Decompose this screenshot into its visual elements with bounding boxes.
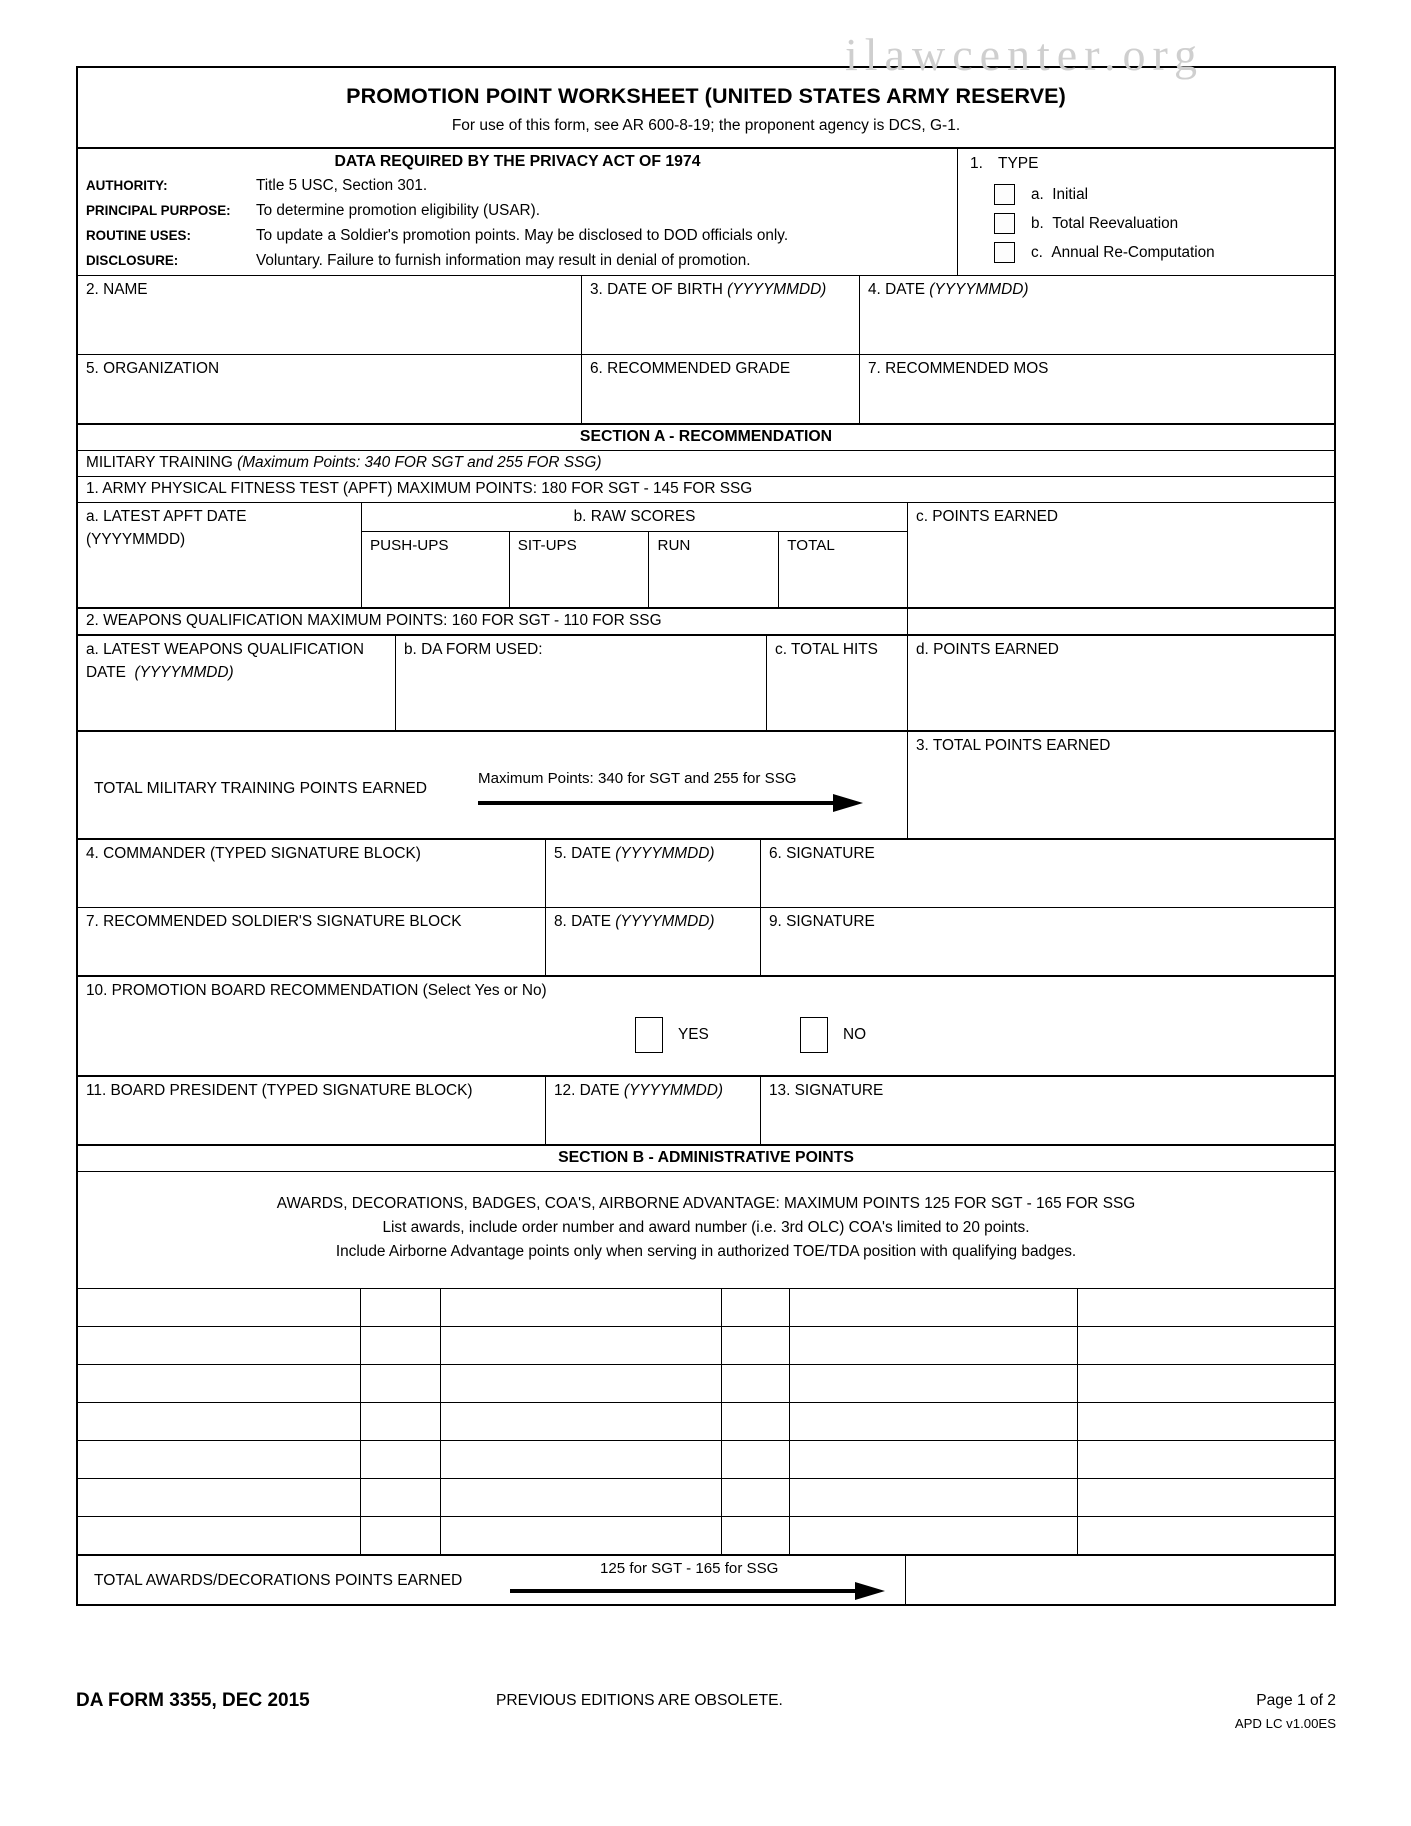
footer-apd-version: APD LC v1.00ES [1234,1716,1336,1731]
awards-cell[interactable] [1078,1327,1333,1364]
awards-instructions [78,1172,1334,1289]
type-option-annual-recomputation[interactable] [970,238,1334,267]
awards-cell[interactable] [790,1289,1078,1326]
field-commander-date-hint: (YYYYMMDD) [615,845,715,862]
military-training-band [78,451,1334,477]
type-option-annual-recomputation-label: Annual Re-Computation [1051,243,1215,261]
apft-table [78,503,1334,609]
field-date[interactable] [860,276,1334,354]
awards-cell[interactable] [722,1365,790,1402]
field-latest-weapons-qual-date-value [78,682,395,687]
field-soldier-date[interactable] [546,908,761,975]
weapons-heading [78,609,908,634]
awards-cell[interactable] [78,1365,361,1402]
page-footer [76,1690,1336,1750]
field-weapons-points-earned[interactable] [908,636,1332,730]
awards-total-label-cell [78,1556,502,1604]
field-apft-points-earned-value [908,526,1332,531]
type-heading [970,155,1334,180]
privacy-label-principal-purpose: PRINCIPAL PURPOSE: [86,203,231,218]
field-latest-apft-date[interactable] [78,503,362,607]
privacy-label-disclosure: DISCLOSURE: [86,253,179,268]
board-president-row [78,1077,1334,1146]
field-soldier-block-label: 7. RECOMMENDED SOLDIER'S SIGNATURE BLOCK [86,913,462,930]
field-latest-weapons-qual-date-label-2: DATE (YYYYMMDD) [86,664,234,681]
field-weapons-points-earned-value [908,659,1332,664]
field-recommended-mos[interactable] [860,355,1334,423]
field-date-of-birth-value [582,299,859,304]
field-commander-block[interactable] [78,840,546,907]
awards-cell[interactable] [441,1441,722,1478]
field-name-label: 2. NAME [86,281,148,298]
field-soldier-signature[interactable] [761,908,1332,975]
awards-cell[interactable] [441,1365,722,1402]
privacy-value-authority: Title 5 USC, Section 301. [256,177,428,194]
awards-cell[interactable] [790,1327,1078,1364]
privacy-value-routine-uses: To update a Soldier's promotion points. May be disclosed to DOD officials only. [256,227,789,244]
privacy-value-principal-purpose: To determine promotion eligibility (USAR). [256,202,540,219]
weapons-heading-text: 2. WEAPONS QUALIFICATION MAXIMUM POINTS: 160 FOR SGT - 110 FOR SSG [86,612,662,629]
awards-cell[interactable] [441,1289,722,1326]
privacy-row-principal-purpose [78,199,957,224]
field-latest-apft-date-label: a. LATEST APFT DATE [86,508,247,525]
footer-page-number: Page 1 of 2 [1256,1692,1336,1709]
apft-column-sit-ups-value [510,554,649,607]
field-total-hits[interactable] [767,636,908,730]
awards-cell[interactable] [78,1517,361,1554]
apft-raw-scores-group [362,503,908,607]
awards-cell[interactable] [722,1479,790,1516]
field-date-of-birth-label: 3. DATE OF BIRTH (YYYYMMDD) [590,281,827,298]
field-recommended-mos-value [860,378,1334,383]
apft-column-run-header: RUN [657,537,691,554]
table-row[interactable] [78,1289,1334,1327]
privacy-act-block [78,149,958,275]
right-arrow-icon [478,794,874,812]
section-b-band: SECTION B - ADMINISTRATIVE POINTS [78,1146,1334,1172]
type-option-initial-label: Initial [1052,185,1088,203]
apft-column-push-ups[interactable] [362,532,510,607]
privacy-row-disclosure [78,249,957,274]
field-commander-block-value [78,863,545,868]
field-soldier-signature-value [761,931,1332,936]
promotion-board-no-option[interactable] [800,1017,866,1053]
type-label: TYPE [998,155,1039,172]
field-latest-weapons-qual-date-label-1: a. LATEST WEAPONS QUALIFICATION [86,641,364,658]
field-board-president-block[interactable] [78,1077,546,1144]
type-option-initial-letter: a. [1031,185,1044,203]
field-soldier-date-hint: (YYYYMMDD) [615,913,715,930]
awards-cell[interactable] [441,1403,722,1440]
awards-cell[interactable] [790,1441,1078,1478]
awards-cell[interactable] [78,1327,361,1364]
awards-cell[interactable] [1078,1289,1333,1326]
form-header [78,68,1334,149]
field-soldier-signature-label: 9. SIGNATURE [769,913,875,930]
field-apft-points-earned[interactable] [908,503,1332,607]
field-da-form-used[interactable] [396,636,767,730]
awards-total-arrow-cell [502,1556,906,1604]
promotion-board-yes-option[interactable] [635,1017,709,1053]
field-recommended-grade-label: 6. RECOMMENDED GRADE [590,360,791,377]
field-total-points-earned[interactable] [908,732,1332,838]
table-row[interactable] [78,1327,1334,1365]
weapons-heading-row [78,609,1334,636]
awards-cell[interactable] [361,1289,441,1326]
field-latest-weapons-qual-date[interactable] [78,636,396,730]
table-row[interactable] [78,1365,1334,1403]
footer-previous-editions: PREVIOUS EDITIONS ARE OBSOLETE. [496,1692,783,1709]
field-board-president-date-value [546,1100,760,1105]
field-soldier-block[interactable] [78,908,546,975]
field-commander-signature-value [761,863,1332,868]
awards-total-max-note: 125 for SGT - 165 for SSG [600,1559,779,1577]
type-block [958,149,1334,275]
apft-column-total-header: TOTAL [787,537,835,554]
checkbox-type-initial[interactable] [994,184,1015,205]
commander-signature-row [78,840,1334,908]
awards-cell[interactable] [441,1327,722,1364]
field-board-president-signature-value [761,1100,1332,1105]
total-military-training-max-note: Maximum Points: 340 for SGT and 255 for SSG [478,770,797,787]
privacy-act-heading: DATA REQUIRED BY THE PRIVACY ACT OF 1974 [334,153,701,170]
field-organization-value [78,378,581,383]
military-training-label: MILITARY TRAINING [86,454,233,471]
type-option-initial[interactable] [970,180,1334,209]
type-option-total-reevaluation-label: Total Reevaluation [1052,214,1179,232]
field-commander-signature-label: 6. SIGNATURE [769,845,875,862]
awards-cell[interactable] [78,1441,361,1478]
form-page [76,66,1336,1606]
awards-cell[interactable] [722,1289,790,1326]
awards-cell[interactable] [1078,1441,1333,1478]
awards-cell[interactable] [790,1403,1078,1440]
awards-cell[interactable] [361,1365,441,1402]
checkbox-board-no[interactable] [800,1017,828,1053]
section-a-band: SECTION A - RECOMMENDATION [78,425,1334,451]
field-weapons-points-earned-label: d. POINTS EARNED [916,641,1059,658]
field-da-form-used-label: b. DA FORM USED: [404,641,543,658]
field-board-president-date[interactable] [546,1077,761,1144]
awards-cell[interactable] [722,1327,790,1364]
field-awards-total-value[interactable] [906,1556,1330,1604]
field-organization-label: 5. ORGANIZATION [86,360,220,377]
promotion-board-yes-label: YES [678,1026,709,1043]
checkbox-board-yes[interactable] [635,1017,663,1053]
field-commander-signature[interactable] [761,840,1332,907]
field-latest-apft-date-hint: (YYYYMMDD) [86,531,186,548]
awards-cell[interactable] [361,1479,441,1516]
privacy-row-routine-uses [78,224,957,249]
field-total-hits-value [767,659,907,664]
field-commander-date[interactable] [546,840,761,907]
field-board-president-block-label: 11. BOARD PRESIDENT (TYPED SIGNATURE BLOCK) [86,1082,473,1099]
awards-instructions-line-3: Include Airborne Advantage points only when serving in authorized TOE/TDA position with qualifying badges. [335,1242,1077,1260]
field-soldier-block-value [78,931,545,936]
field-apft-points-earned-label: c. POINTS EARNED [916,508,1058,525]
awards-cell[interactable] [78,1403,361,1440]
right-arrow-icon [502,1582,902,1600]
field-date-of-birth[interactable] [582,276,860,354]
field-total-points-earned-value [908,755,1332,760]
field-board-president-date-label: 12. DATE (YYYYMMDD) [554,1082,724,1099]
field-date-hint: (YYYYMMDD) [929,281,1029,298]
apft-heading: 1. ARMY PHYSICAL FITNESS TEST (APFT) MAXIMUM POINTS: 180 FOR SGT - 145 FOR SSG [78,477,1334,503]
apft-raw-scores-label: b. RAW SCORES [362,503,907,532]
awards-cell[interactable] [361,1517,441,1554]
awards-cell[interactable] [1078,1479,1333,1516]
apft-column-push-ups-value [362,554,509,607]
field-latest-weapons-qual-date-hint: (YYYYMMDD) [134,664,234,681]
checkbox-type-annual-recomputation[interactable] [994,242,1015,263]
field-board-president-date-hint: (YYYYMMDD) [623,1082,724,1099]
awards-cell[interactable] [361,1441,441,1478]
weapons-table [78,636,1334,732]
awards-cell[interactable] [790,1517,1078,1554]
awards-cell[interactable] [1078,1365,1333,1402]
awards-cell[interactable] [78,1479,361,1516]
awards-cell[interactable] [361,1403,441,1440]
field-recommended-mos-label: 7. RECOMMENDED MOS [868,360,1049,377]
field-date-of-birth-hint: (YYYYMMDD) [727,281,827,298]
table-row[interactable] [78,1403,1334,1441]
privacy-and-type-row [78,149,1334,276]
field-date-value [860,299,1334,304]
field-board-president-signature[interactable] [761,1077,1332,1144]
privacy-label-routine-uses: ROUTINE USES: [86,228,191,243]
type-number: 1. [970,155,983,172]
awards-total-row [78,1556,1334,1604]
awards-cell[interactable] [441,1517,722,1554]
soldier-signature-row [78,908,1334,977]
promotion-board-recommendation [78,977,1334,1077]
field-da-form-used-value [396,659,766,664]
privacy-row-authority [78,174,957,199]
apft-column-total[interactable] [779,532,907,607]
field-date-label: 4. DATE (YYYYMMDD) [868,281,1029,298]
total-military-training-label-cell [78,732,908,838]
apft-column-sit-ups-header: SIT-UPS [517,537,577,554]
field-recommended-grade[interactable] [582,355,860,423]
table-row[interactable] [78,1517,1334,1556]
awards-instructions-line-1: AWARDS, DECORATIONS, BADGES, COA'S, AIRBORNE ADVANTAGE: MAXIMUM POINTS 125 FOR SGT - 165 FOR SSG [276,1195,1136,1212]
form-subtitle: For use of this form, see AR 600-8-19; the proponent agency is DCS, G-1. [451,117,961,134]
privacy-label-authority: AUTHORITY: [86,178,168,193]
field-commander-date-label: 5. DATE (YYYYMMDD) [554,845,715,862]
awards-cell[interactable] [78,1289,361,1326]
awards-cell[interactable] [790,1365,1078,1402]
footer-form-id: DA FORM 3355, DEC 2015 [76,1690,310,1711]
field-latest-apft-date-value [78,549,361,554]
awards-cell[interactable] [361,1327,441,1364]
awards-cell[interactable] [790,1479,1078,1516]
field-commander-block-label: 4. COMMANDER (TYPED SIGNATURE BLOCK) [86,845,421,862]
awards-cell[interactable] [722,1403,790,1440]
awards-entry-grid [78,1289,1334,1556]
table-row[interactable] [78,1441,1334,1479]
awards-instructions-line-2: List awards, include order number and award number (i.e. 3rd OLC) COA's limited to 20 points. [382,1218,1030,1236]
apft-raw-scores-columns [362,532,907,607]
type-option-total-reevaluation[interactable] [970,209,1334,238]
promotion-board-no-label: NO [843,1026,867,1043]
awards-cell[interactable] [722,1517,790,1554]
field-organization[interactable] [78,355,582,423]
awards-cell[interactable] [722,1441,790,1478]
field-board-president-signature-label: 13. SIGNATURE [769,1082,884,1099]
apft-column-run-value [649,554,778,607]
apft-column-total-value [779,554,907,607]
awards-cell[interactable] [1078,1403,1333,1440]
awards-cell[interactable] [1078,1517,1333,1554]
apft-column-run[interactable] [649,532,779,607]
type-option-annual-recomputation-letter: c. [1031,243,1043,261]
weapons-heading-spacer [908,609,1332,634]
field-board-president-block-value [78,1100,545,1105]
apft-column-push-ups-header: PUSH-UPS [370,537,449,554]
table-row[interactable] [78,1479,1334,1517]
total-military-training-label: TOTAL MILITARY TRAINING POINTS EARNED [94,780,428,797]
promotion-board-recommendation-label: 10. PROMOTION BOARD RECOMMENDATION (Select Yes or No) [86,982,547,999]
awards-cell[interactable] [441,1479,722,1516]
page-title: PROMOTION POINT WORKSHEET (UNITED STATES ARMY RESERVE) [346,84,1066,108]
checkbox-type-total-reevaluation[interactable] [994,213,1015,234]
apft-column-sit-ups[interactable] [510,532,650,607]
identity-row-2 [78,355,1334,425]
field-recommended-grade-value [582,378,859,383]
site-watermark: ilawcenter.org [845,29,1204,80]
field-name-value [78,299,581,304]
field-soldier-date-label: 8. DATE (YYYYMMDD) [554,913,715,930]
field-total-hits-label: c. TOTAL HITS [775,641,878,658]
total-military-training-row [78,732,1334,840]
identity-row-1 [78,276,1334,355]
type-option-total-reevaluation-letter: b. [1031,214,1044,232]
field-soldier-date-value [546,931,760,936]
awards-total-label: TOTAL AWARDS/DECORATIONS POINTS EARNED [94,1571,463,1589]
field-total-points-earned-label: 3. TOTAL POINTS EARNED [916,737,1111,754]
field-commander-date-value [546,863,760,868]
military-training-hint: (Maximum Points: 340 FOR SGT and 255 FOR SSG) [237,454,602,471]
privacy-value-disclosure: Voluntary. Failure to furnish information may result in denial of promotion. [256,252,751,269]
field-name[interactable] [78,276,582,354]
